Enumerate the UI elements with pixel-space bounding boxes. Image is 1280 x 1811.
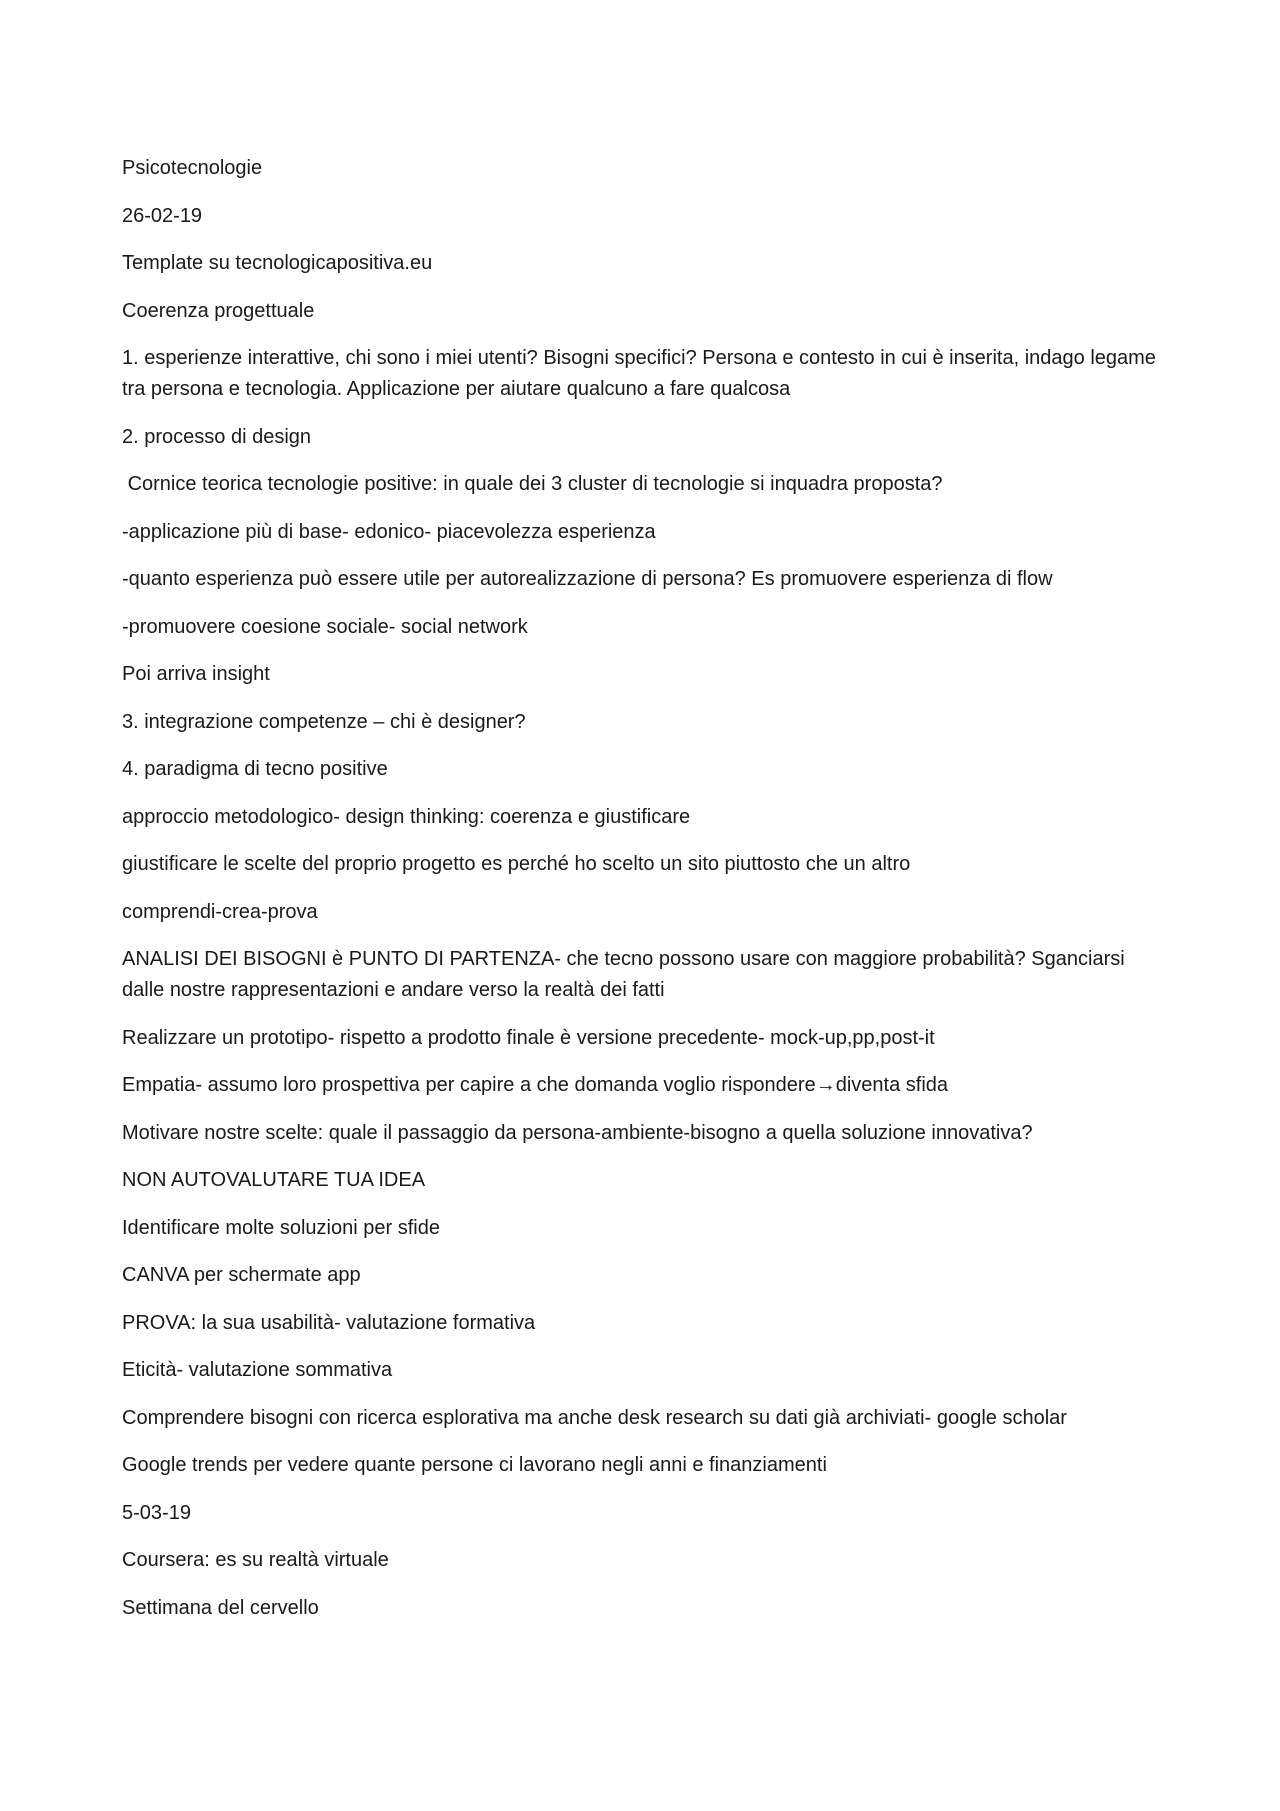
- paragraph: 4. paradigma di tecno positive: [122, 758, 388, 780]
- paragraph: 1. esperienze interattive, chi sono i miei utenti? Bisogni specifici? Persona e contesto in cui è inserita, indago legame tra persona e tecnologia. Applicazione per aiutare qualcuno a fare qualcosa: [122, 347, 1162, 400]
- paragraph: Comprendere bisogni con ricerca esplorativa ma anche desk research su dati già archiviati- google scholar: [122, 1406, 1067, 1429]
- paragraph: Google trends per vedere quante persone ci lavorano negli anni e finanziamenti: [122, 1454, 827, 1476]
- paragraph: Empatia- assumo loro prospettiva per capire a che domanda voglio rispondere→diventa sfida: [122, 1074, 949, 1096]
- paragraph: Poi arriva insight: [122, 663, 270, 685]
- paragraph: Template su tecnologicapositiva.eu: [122, 252, 433, 274]
- document-title: Psicotecnologie: [122, 157, 263, 179]
- paragraph: -quanto esperienza può essere utile per autorealizzazione di persona? Es promuovere esperienza di flow: [122, 568, 1053, 590]
- paragraph: Eticità- valutazione sommativa: [122, 1359, 393, 1381]
- paragraph: ANALISI DEI BISOGNI è PUNTO DI PARTENZA- che tecno possono usare con maggiore probabilità? Sganciarsi dalle nostre rappresentazioni e andare verso la realtà dei fatti: [122, 948, 1131, 1001]
- paragraph: Coursera: es su realtà virtuale: [122, 1549, 389, 1571]
- paragraph: -promuovere coesione sociale- social network: [122, 615, 528, 638]
- paragraph: -applicazione più di base- edonico- piacevolezza esperienza: [122, 520, 656, 543]
- paragraph: Settimana del cervello: [122, 1596, 319, 1619]
- paragraph: Motivare nostre scelte: quale il passaggio da persona-ambiente-bisogno a quella soluzione innovativa?: [122, 1121, 1033, 1144]
- paragraph: Coerenza progettuale: [122, 299, 315, 322]
- paragraph: giustificare le scelte del proprio progetto es perché ho scelto un sito piuttosto che un altro: [122, 853, 911, 875]
- paragraph: 3. integrazione competenze – chi è designer?: [122, 710, 526, 733]
- paragraph: 2. processo di design: [122, 425, 312, 448]
- paragraph: Identificare molte soluzioni per sfide: [122, 1216, 440, 1239]
- date-heading: 26-02-19: [122, 204, 203, 227]
- paragraph: NON AUTOVALUTARE TUA IDEA: [122, 1169, 426, 1191]
- paragraph: CANVA per schermate app: [122, 1264, 361, 1286]
- paragraph: comprendi-crea-prova: [122, 900, 318, 923]
- document-body: [122, 153, 1172, 1640]
- paragraph: Realizzare un prototipo- rispetto a prodotto finale è versione precedente- mock-up,pp,post-it: [122, 1026, 935, 1049]
- paragraph: Cornice teorica tecnologie positive: in quale dei 3 cluster di tecnologie si inquadra proposta?: [122, 473, 943, 495]
- paragraph: approccio metodologico- design thinking: coerenza e giustificare: [122, 805, 691, 828]
- paragraph: PROVA: la sua usabilità- valutazione formativa: [122, 1311, 536, 1334]
- date-heading: 5-03-19: [122, 1501, 191, 1524]
